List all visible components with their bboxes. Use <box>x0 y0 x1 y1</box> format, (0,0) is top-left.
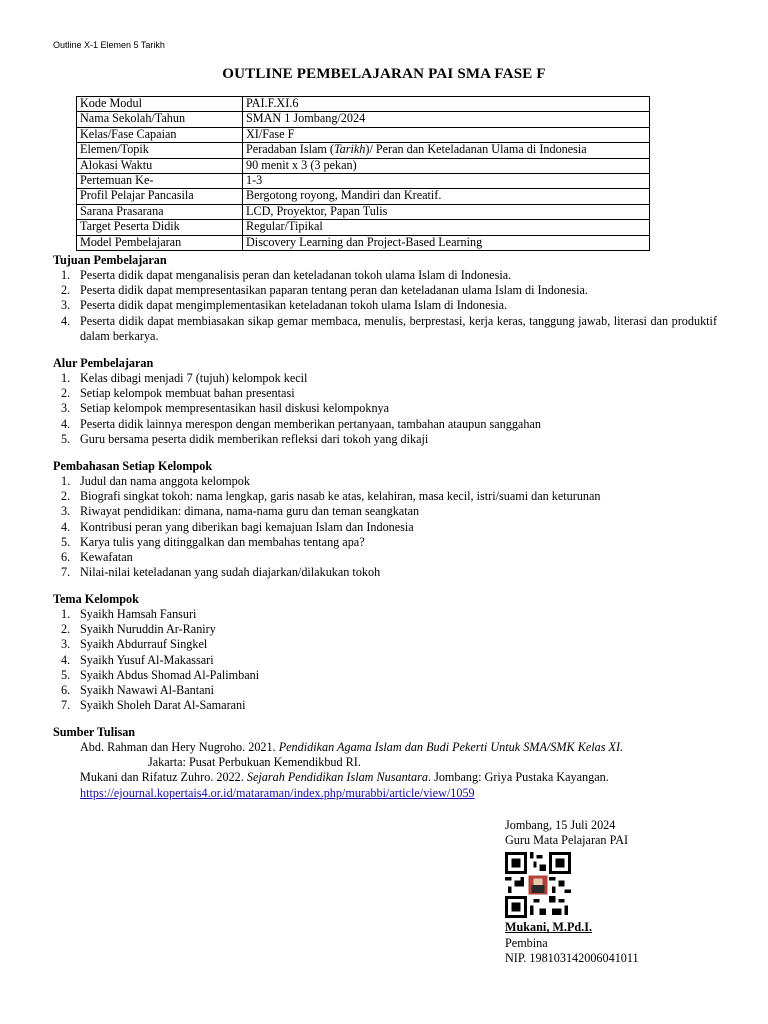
list-item <box>53 668 717 683</box>
list-number: 1. <box>61 371 71 385</box>
table-value <box>243 143 650 158</box>
list-number: 6. <box>61 550 71 565</box>
table-value: XI/Fase F <box>243 127 650 142</box>
ref-text: Abd. Rahman dan Hery Nugroho. 2021. <box>80 740 279 754</box>
table-key: Model Pembelajaran <box>77 235 243 250</box>
list-item <box>53 683 717 698</box>
reference-item <box>80 786 717 801</box>
list-item <box>53 489 717 504</box>
list-number: 3. <box>61 504 71 519</box>
table-row <box>77 235 650 250</box>
list-item <box>53 504 717 519</box>
table-value: LCD, Proyektor, Papan Tulis <box>243 204 650 219</box>
list-text: Syaikh Abdus Shomad Al-Palimbani <box>80 667 260 682</box>
table-row <box>77 173 650 188</box>
table-row <box>77 189 650 204</box>
table-row <box>77 127 650 142</box>
signer-nip: NIP. 198103142006041011 <box>505 950 639 965</box>
value-text: Peradaban Islam ( <box>246 142 334 157</box>
list-text: Riwayat pendidikan: dimana, nama-nama guru dan teman seangkatan <box>80 504 420 519</box>
list-number: 4. <box>61 519 71 534</box>
tema-section <box>53 592 717 713</box>
ref-text: . Jombang: Griya Pustaka Kayangan. <box>428 770 609 785</box>
signer-name: Mukani, M.Pd.I. <box>505 920 593 935</box>
list-text: Syaikh Nuruddin Ar-Raniry <box>80 622 216 637</box>
list-text: Peserta didik dapat menganalisis peran dan keteladanan tokoh ulama Islam di Indonesia. <box>80 268 512 282</box>
table-row <box>77 220 650 235</box>
tema-list <box>53 607 717 713</box>
table-key: Sarana Prasarana <box>77 204 243 219</box>
list-number: 3. <box>61 637 71 652</box>
table-value: Discovery Learning dan Project-Based Learning <box>243 235 650 250</box>
list-number: 6. <box>61 683 71 698</box>
list-item <box>53 432 717 447</box>
list-text: Peserta didik dapat mengimplementasikan keteladanan tokoh ulama Islam di Indonesia. <box>80 298 508 313</box>
list-number: 2. <box>61 386 71 401</box>
table-value: Bergotong royong, Mandiri dan Kreatif. <box>243 189 650 204</box>
list-item <box>53 298 717 313</box>
list-number: 4. <box>61 313 71 328</box>
list-number: 2. <box>61 622 71 637</box>
list-text: Guru bersama peserta didik memberikan refleksi dari tokoh yang dikaji <box>80 431 429 446</box>
place-date: Jombang, 15 Juli 2024 <box>505 818 616 832</box>
table-row <box>77 97 650 112</box>
sumber-section <box>53 725 717 801</box>
list-item <box>53 607 717 622</box>
list-number: 1. <box>61 474 71 488</box>
table-row <box>77 204 650 219</box>
list-number: 2. <box>61 283 71 298</box>
list-number: 5. <box>61 431 71 446</box>
table-row <box>77 112 650 127</box>
list-number: 5. <box>61 534 71 549</box>
table-value: 90 menit x 3 (3 pekan) <box>243 158 650 173</box>
list-number: 3. <box>61 401 71 416</box>
list-number: 4. <box>61 416 71 431</box>
table-key: Nama Sekolah/Tahun <box>77 112 243 127</box>
reference-item <box>80 740 717 755</box>
list-text: Setiap kelompok mempresentasikan hasil diskusi kelompoknya <box>80 401 390 416</box>
list-item <box>53 283 717 298</box>
table-key: Kode Modul <box>77 97 243 112</box>
list-item <box>53 550 717 565</box>
list-item <box>53 637 717 652</box>
list-text: Syaikh Hamsah Fansuri <box>80 607 197 621</box>
list-item <box>53 371 717 386</box>
list-text: Syaikh Nawawi Al-Bantani <box>80 683 215 698</box>
signer-rank: Pembina <box>505 935 548 950</box>
section-title: Sumber Tulisan <box>53 725 136 739</box>
list-text: Syaikh Yusuf Al-Makassari <box>80 652 214 667</box>
table-value: PAI.F.XI.6 <box>243 97 650 112</box>
value-text: )/ Peran dan Keteladanan Ulama di Indonesia <box>365 142 587 157</box>
table-key: Kelas/Fase Capaian <box>77 127 243 142</box>
list-item <box>53 520 717 535</box>
ref-text: Mukani dan Rifatuz Zuhro. 2022. <box>80 770 247 785</box>
reference-continuation: Jakarta: Pusat Perbukuan Kemendikbud RI. <box>148 755 361 770</box>
section-title: Alur Pembelajaran <box>53 356 154 370</box>
signer-role: Guru Mata Pelajaran PAI <box>505 833 629 848</box>
tujuan-section <box>53 253 717 344</box>
list-text: Peserta didik lainnya merespon dengan memberikan pertanyaan, tambahan ataupun sanggahan <box>80 416 541 431</box>
list-text: Peserta didik dapat membiasakan sikap gemar membaca, menulis, berprestasi, kerja keras, tanggung jawab, literasi dan produktif dalam berkarya. <box>80 313 717 343</box>
list-item <box>53 314 717 344</box>
section-title: Tema Kelompok <box>53 592 139 606</box>
list-text: Peserta didik dapat mempresentasikan paparan tentang peran dan keteladanan ulama Islam di Indonesia. <box>80 283 588 298</box>
list-item <box>53 401 717 416</box>
list-text: Biografi singkat tokoh: nama lengkap, garis nasab ke atas, kelahiran, masa kecil, istri/suami dan keturunan <box>80 489 601 504</box>
table-row <box>77 143 650 158</box>
list-text: Kewafatan <box>80 550 133 565</box>
reference-link[interactable]: https://ejournal.kopertais4.or.id/mataraman/index.php/murabbi/article/view/1059 <box>80 785 475 800</box>
list-item <box>53 386 717 401</box>
table-value: SMAN 1 Jombang/2024 <box>243 112 650 127</box>
list-item <box>53 622 717 637</box>
value-italic: Tarikh <box>334 142 366 157</box>
list-item <box>53 268 717 283</box>
ref-title: Pendidikan Agama Islam dan Budi Pekerti Untuk SMA/SMK Kelas XI. <box>278 740 624 754</box>
list-number: 1. <box>61 607 71 621</box>
list-text: Syaikh Abdurrauf Singkel <box>80 637 208 652</box>
list-text: Setiap kelompok membuat bahan presentasi <box>80 386 295 401</box>
list-number: 4. <box>61 652 71 667</box>
list-text: Judul dan nama anggota kelompok <box>80 474 250 488</box>
list-text: Nilai-nilai keteladanan yang sudah diajarkan/dilakukan tokoh <box>80 565 381 580</box>
list-number: 7. <box>61 698 71 713</box>
list-text: Syaikh Sholeh Darat Al-Samarani <box>80 698 246 713</box>
list-item <box>53 653 717 668</box>
section-title: Pembahasan Setiap Kelompok <box>53 459 213 473</box>
alur-list <box>53 371 717 447</box>
qr-code-icon <box>505 852 571 918</box>
list-item <box>53 698 717 713</box>
list-item <box>53 535 717 550</box>
info-table <box>76 96 650 251</box>
list-number: 5. <box>61 667 71 682</box>
list-item <box>53 474 717 489</box>
list-number: 7. <box>61 565 71 580</box>
section-title: Tujuan Pembelajaran <box>53 253 167 267</box>
table-key: Alokasi Waktu <box>77 158 243 173</box>
list-item <box>53 565 717 580</box>
table-key: Elemen/Topik <box>77 143 243 158</box>
list-text: Kelas dibagi menjadi 7 (tujuh) kelompok kecil <box>80 371 308 385</box>
table-key: Target Peserta Didik <box>77 220 243 235</box>
table-value: Regular/Tipikal <box>243 220 650 235</box>
alur-section <box>53 356 717 447</box>
pembahasan-section <box>53 459 717 580</box>
pembahasan-list <box>53 474 717 580</box>
list-number: 3. <box>61 298 71 313</box>
references <box>53 740 717 801</box>
table-key: Pertemuan Ke- <box>77 173 243 188</box>
signature-block <box>505 818 639 966</box>
table-key: Profil Pelajar Pancasila <box>77 189 243 204</box>
table-value: 1-3 <box>243 173 650 188</box>
reference-item <box>80 770 717 785</box>
list-text: Karya tulis yang ditinggalkan dan membahas tentang apa? <box>80 534 365 549</box>
list-text: Kontribusi peran yang diberikan bagi kemajuan Islam dan Indonesia <box>80 519 414 534</box>
list-item <box>53 417 717 432</box>
ref-title: Sejarah Pendidikan Islam Nusantara <box>246 770 428 785</box>
header-note: Outline X-1 Elemen 5 Tarikh <box>53 40 165 50</box>
tujuan-list <box>53 268 717 344</box>
page-title: OUTLINE PEMBELAJARAN PAI SMA FASE F <box>222 66 546 82</box>
list-number: 2. <box>61 489 71 504</box>
table-row <box>77 158 650 173</box>
list-number: 1. <box>61 268 71 282</box>
